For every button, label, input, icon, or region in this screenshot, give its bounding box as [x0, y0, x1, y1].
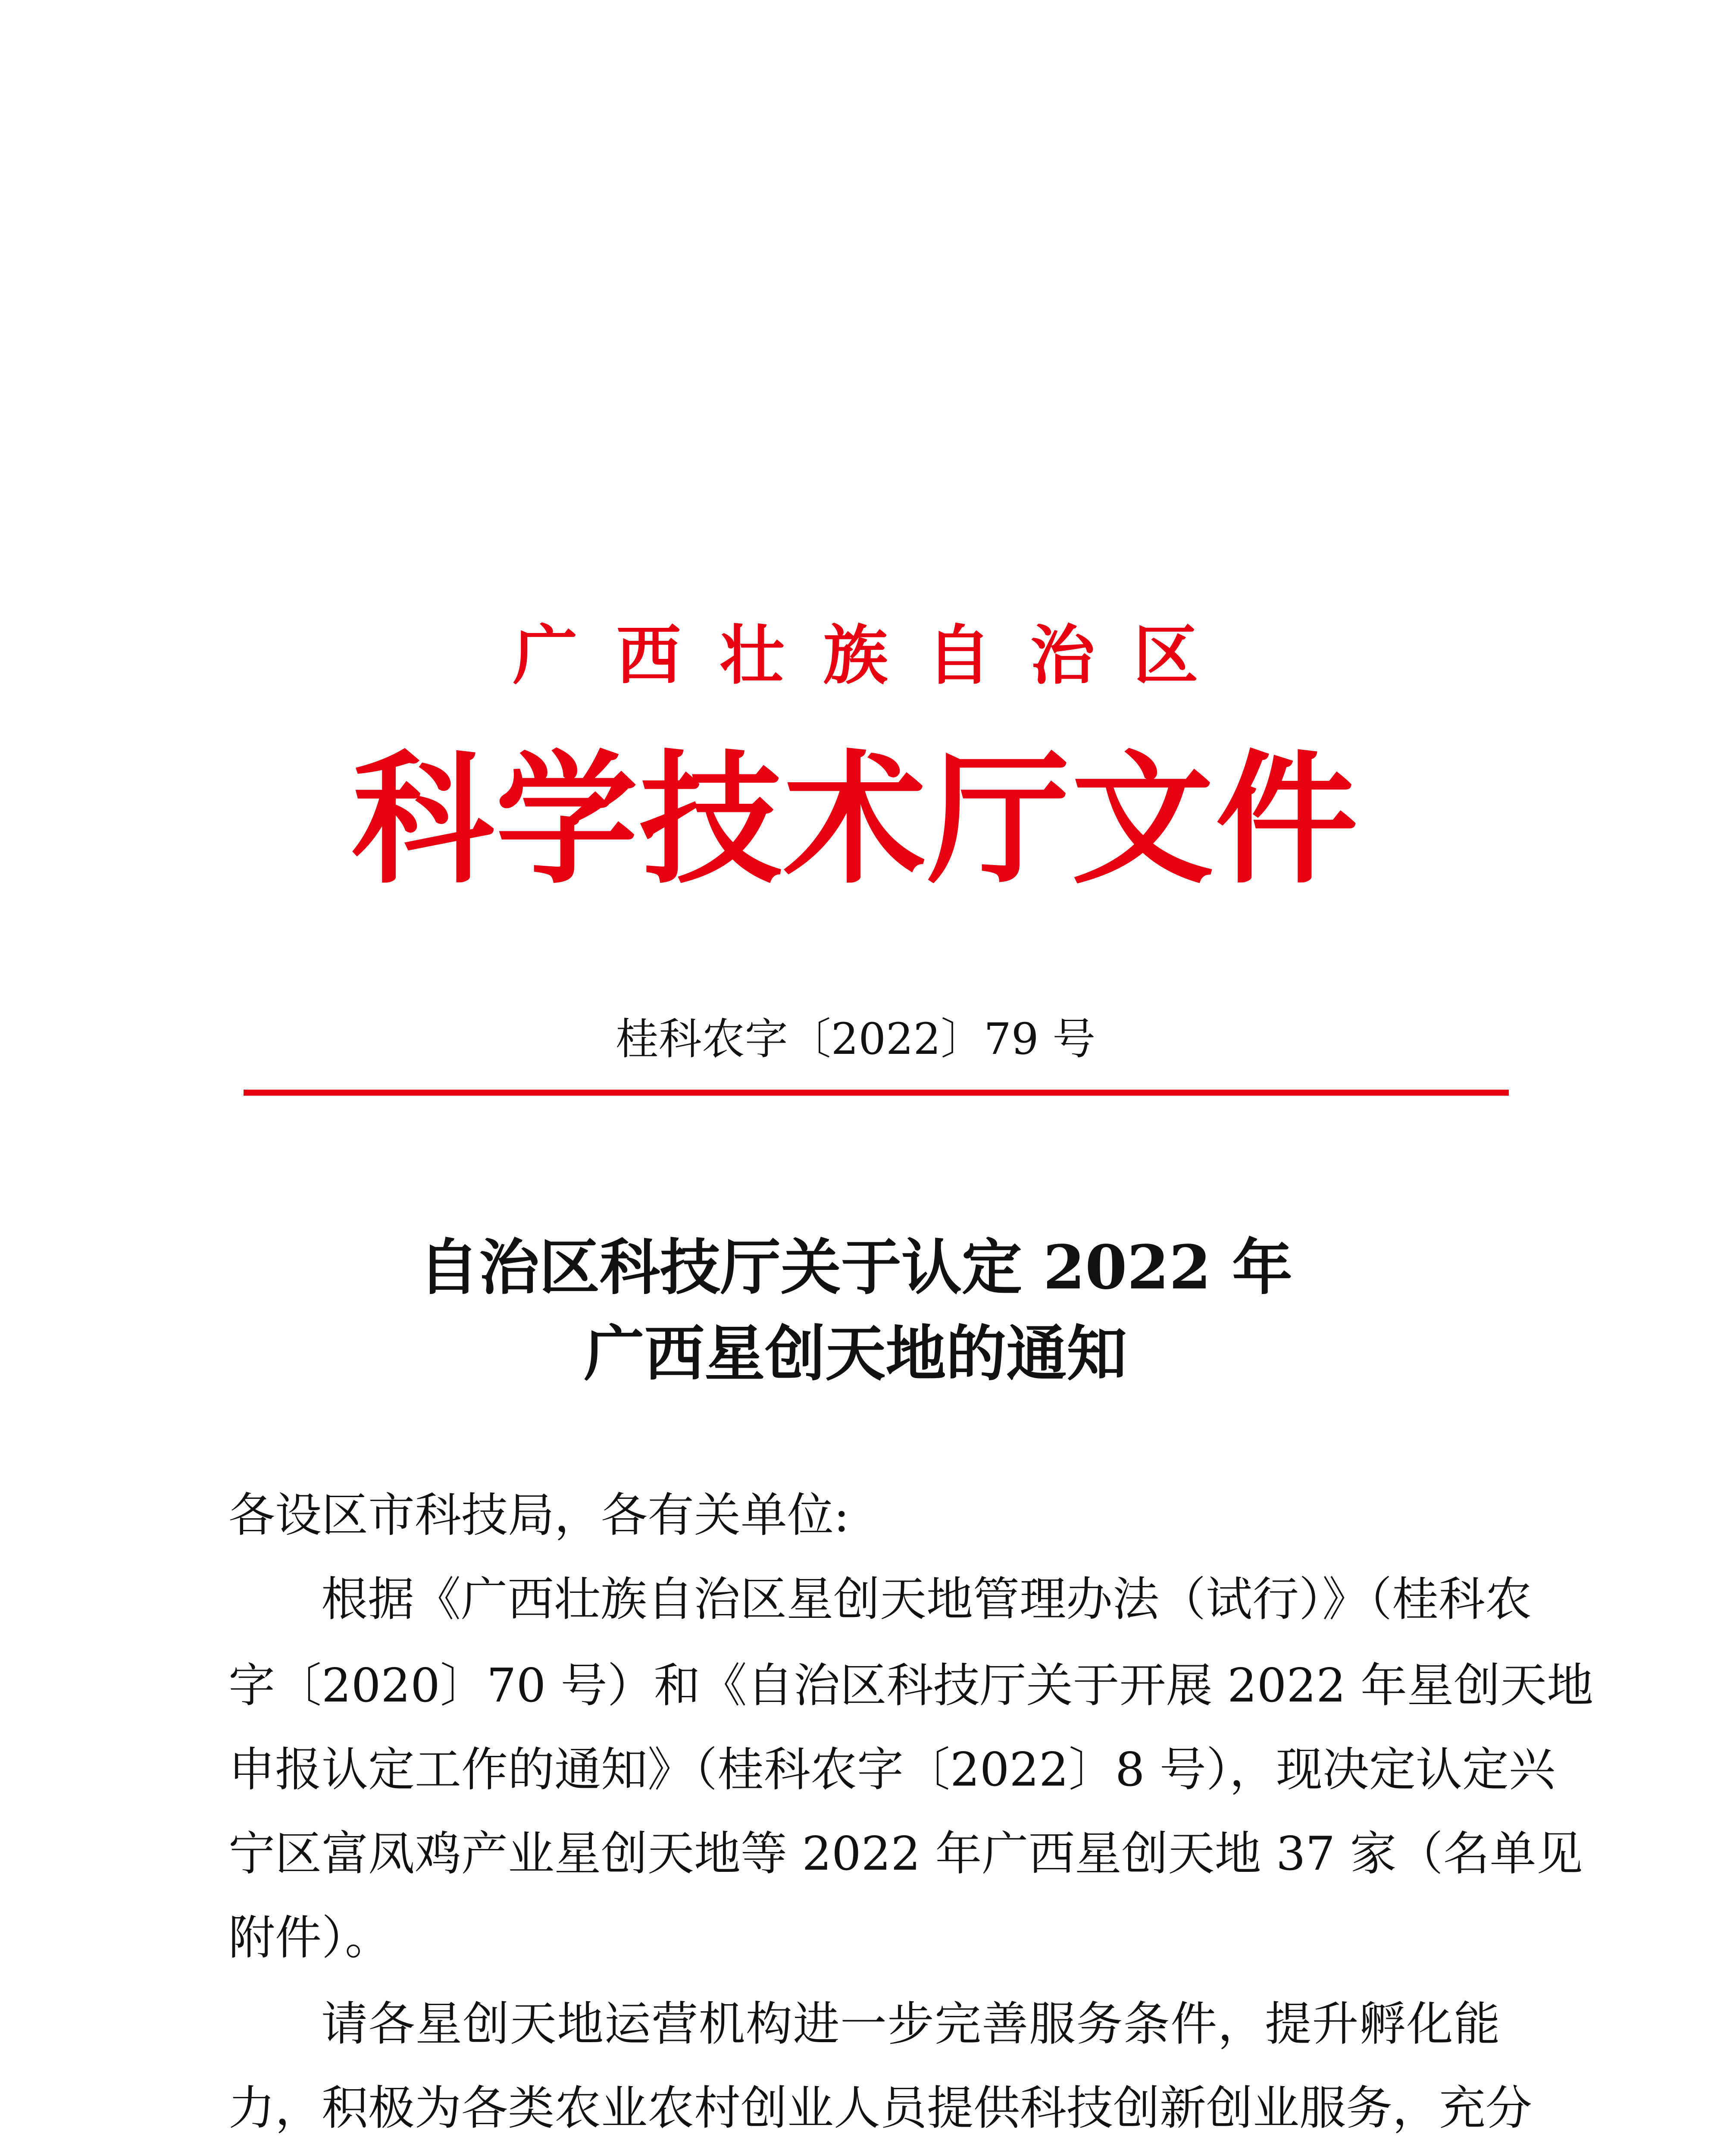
- document-header-title: 科学技术厅文件: [351, 736, 1360, 903]
- issuing-organization: 广西壮族自治区: [513, 617, 1237, 693]
- body-line-2: 字〔2020〕70 号）和《自治区科技厅关于开展 2022 年星创天地: [228, 1659, 1594, 1713]
- notice-title: [0, 1225, 1711, 1397]
- body-line-7: 力，积极为各类农业农村创业人员提供科技创新创业服务，充分: [228, 2081, 1533, 2135]
- notice-title-line-2: 广西星创天地的通知: [584, 1319, 1127, 1389]
- body-line-1: 根据《广西壮族自治区星创天地管理办法（试行）》（桂科农: [321, 1573, 1532, 1626]
- document-number: 桂科农字〔2022〕79 号: [615, 1014, 1096, 1064]
- salutation: 各设区市科技局，各有关单位:: [228, 1489, 850, 1542]
- notice-title-line-1: 自治区科技厅关于认定 2022 年: [418, 1232, 1293, 1303]
- body-line-6: 请各星创天地运营机构进一步完善服务条件，提升孵化能: [321, 1997, 1500, 2051]
- body-line-4: 宁区富凤鸡产业星创天地等 2022 年广西星创天地 37 家（名单见: [228, 1827, 1583, 1881]
- red-divider-line: [244, 1090, 1509, 1096]
- body-line-3: 申报认定工作的通知》（桂科农字〔2022〕8 号），现决定认定兴: [228, 1743, 1555, 1797]
- body-line-5: 附件）。: [228, 1911, 392, 1965]
